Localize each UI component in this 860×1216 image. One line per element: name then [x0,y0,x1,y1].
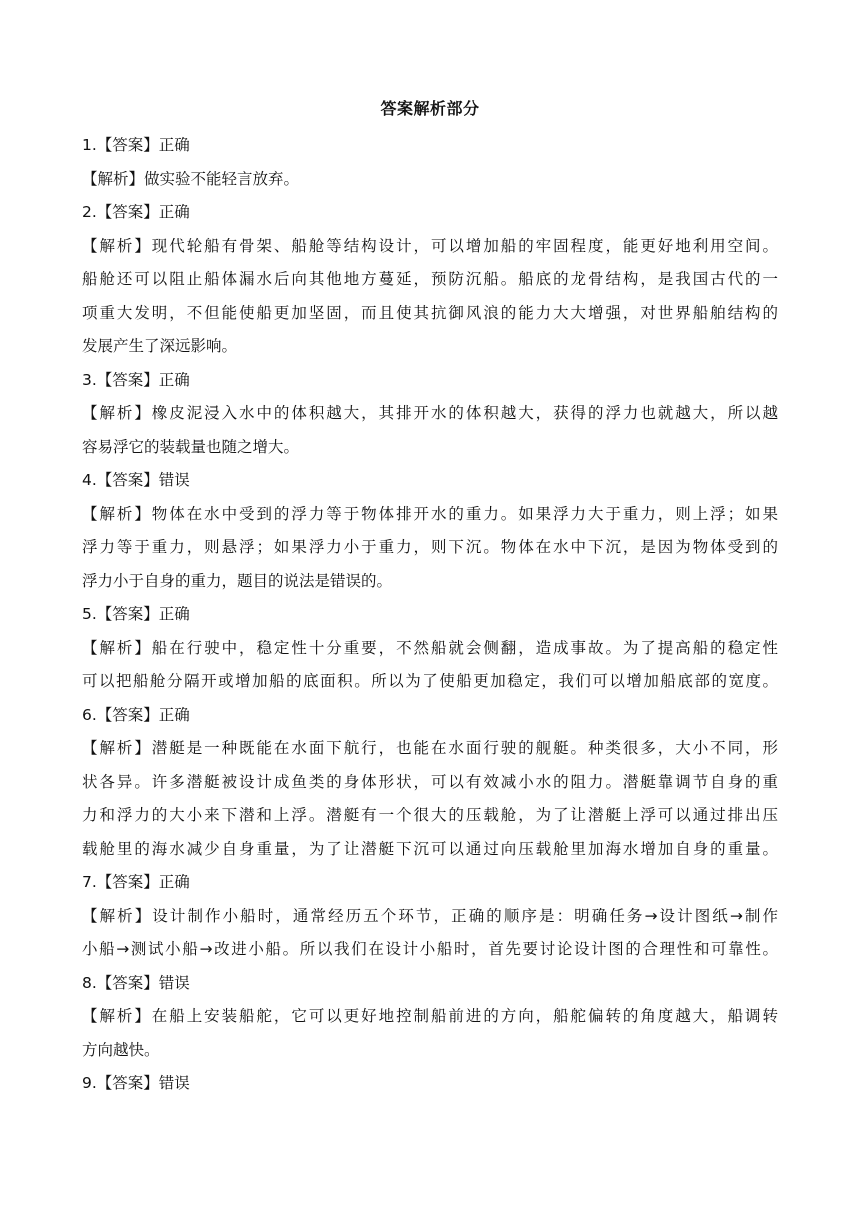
analysis-line: 【解析】设计制作小船时，通常经历五个环节，正确的顺序是：明确任务→设计图纸→制作 [82,906,778,925]
analysis-line: 容易浮它的装载量也随之增大。 [82,437,300,456]
analysis-line: 发展产生了深远影响。 [82,337,238,355]
analysis-line: 【解析】船在行驶中，稳定性十分重要，不然船就会侧翻，造成事故。为了提高船的稳定性 [82,638,778,657]
analysis-line: 载舱里的海水减少自身重量，为了让潜艇下沉可以通过向压载舱里加海水增加自身的重量。 [82,839,778,858]
answer-item-3 [82,364,778,465]
analysis-line: 船舱还可以阻止船体漏水后向其他地方蔓延，预防沉船。船底的龙骨结构，是我国古代的一 [82,270,778,288]
analysis-line: 【解析】在船上安装船舵，它可以更好地控制船前进的方向，船舵偏转的角度越大，船调转 [82,1007,778,1025]
answer-line: 6.【答案】正确 [82,705,190,724]
analysis-line: 小船→测试小船→改进小船。所以我们在设计小船时，首先要讨论设计图的合理性和可靠性。 [82,940,778,958]
answer-line: 7.【答案】正确 [82,873,190,891]
answer-line: 5.【答案】正确 [82,605,190,623]
analysis-line: 力和浮力的大小来下潜和上浮。潜艇有一个很大的压载舱，为了让潜艇上浮可以通过排出压 [82,806,778,824]
analysis-line: 方向越快。 [82,1040,160,1059]
answer-line: 3.【答案】正确 [82,370,190,389]
analysis-line: 【解析】做实验不能轻言放弃。 [82,169,300,188]
analysis-line: 状各异。许多潜艇被设计成鱼类的身体形状，可以有效减小水的阻力。潜艇靠调节自身的重 [82,772,778,791]
answer-item-8 [82,967,778,1068]
answer-item-1 [82,129,778,196]
answer-line: 9.【答案】错误 [82,1074,190,1092]
analysis-line: 浮力小于自身的重力，题目的说法是错误的。 [82,571,393,590]
analysis-line: 浮力等于重力，则悬浮；如果浮力小于重力，则下沉。物体在水中下沉，是因为物体受到的 [82,538,778,556]
analysis-line: 项重大发明，不但能使船更加坚固，而且使其抗御风浪的能力大大增强，对世界船舶结构的 [82,303,778,322]
answer-line: 2.【答案】正确 [82,203,190,221]
answer-line: 8.【答案】错误 [82,973,190,992]
answer-item-9 [82,1067,778,1101]
answer-item-4 [82,464,778,598]
analysis-line: 【解析】潜艇是一种既能在水面下航行，也能在水面行驶的舰艇。种类很多，大小不同，形 [82,739,778,757]
answer-item-6 [82,699,778,867]
answer-list [82,129,778,1101]
analysis-line: 【解析】物体在水中受到的浮力等于物体排开水的重力。如果浮力大于重力，则上浮；如果 [82,504,778,523]
analysis-line: 【解析】现代轮船有骨架、船舱等结构设计，可以增加船的牢固程度，能更好地利用空间。 [82,236,778,255]
answer-line: 4.【答案】错误 [82,471,190,489]
page-title: 答案解析部分 [380,99,480,118]
answer-item-7 [82,866,778,967]
analysis-line: 【解析】橡皮泥浸入水中的体积越大，其排开水的体积越大，获得的浮力也就越大，所以越 [82,404,778,422]
analysis-line: 可以把船舱分隔开或增加船的底面积。所以为了使船更加稳定，我们可以增加船底部的宽度。 [82,672,778,690]
answer-item-5 [82,598,778,699]
answer-item-2 [82,196,778,364]
answer-line: 1.【答案】正确 [82,136,190,154]
